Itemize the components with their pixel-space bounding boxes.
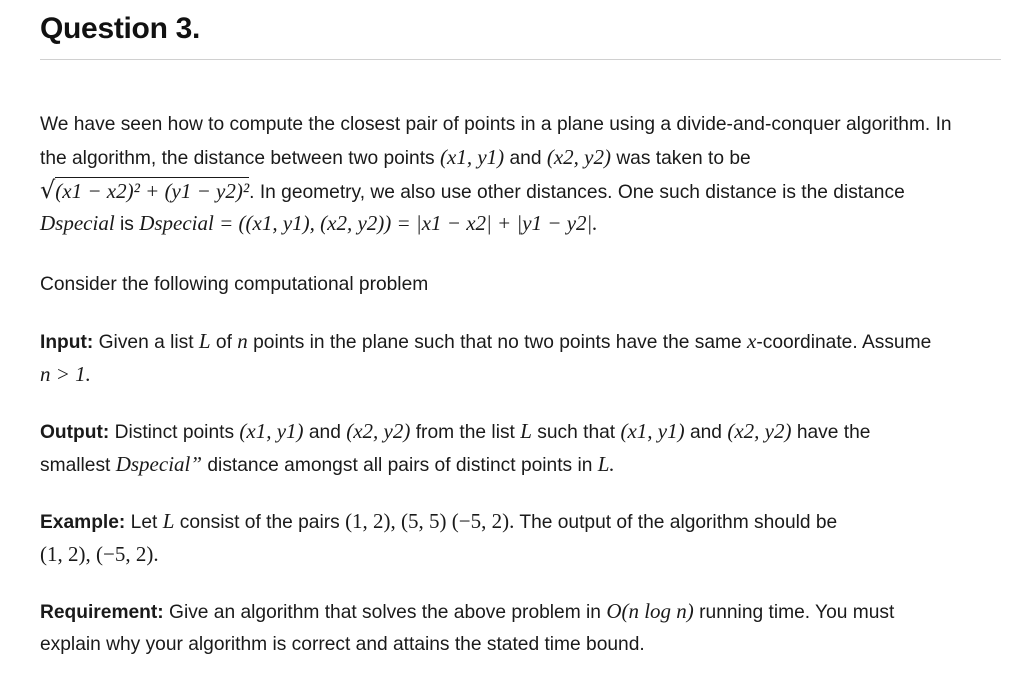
input-label: Input: [40,332,94,353]
heading-divider [40,59,1001,60]
example-paragraph: Example: Let L consist of the pairs (1, 2), (5, 5) (−5, 2). The output of the algorithm should be (1, 2), (−5, 2). [40,509,838,566]
euclidean-sqrt-formula: √(x1 − x2)² + (y1 − y2)² [40,176,250,204]
input-paragraph: Input: Given a list L of n points in the plane such that no two points have the same x-coordinate. Assume n > 1. [40,329,932,386]
intro-line-1: We have seen how to compute the closest pair of points in a plane using a divide-and-conquer algorithm. In [40,114,952,135]
intro-line-4: Dspecial is Dspecial = ((x1, y1), (x2, y2)) = |x1 − x2| + |y1 − y2|. [40,211,598,235]
example-label: Example: [40,512,126,533]
intro-line-3: √(x1 − x2)² + (y1 − y2)². In geometry, we also use other distances. One such distance is the distance [40,174,1005,207]
requirement-label: Requirement: [40,602,164,623]
intro-line-2: the algorithm, the distance between two points (x1, y1) and (x2, y2) was taken to be [40,145,751,169]
point-2-math: (x2, y2) [546,145,611,169]
output-paragraph: Output: Distinct points (x1, y1) and (x2, y2) from the list L such that (x1, y1) and (x2, y2) have the smallest Dspecial” distance amongst all pairs of distinct points in L. [40,419,871,476]
consider-paragraph: Consider the following computational problem [40,274,429,295]
dspecial-symbol: Dspecial [40,211,115,235]
point-1-math: (x1, y1) [440,145,505,169]
dspecial-formula: Dspecial = ((x1, y1), (x2, y2)) = |x1 − x2| + |y1 − y2|. [139,211,598,235]
requirement-paragraph: Requirement: Give an algorithm that solves the above problem in O(n log n) running time. You must explain why your algorithm is correct and attains the stated time bound. [40,599,895,655]
question-heading: Question 3. [40,12,201,45]
output-label: Output: [40,422,110,443]
intro-paragraph [40,108,1005,240]
